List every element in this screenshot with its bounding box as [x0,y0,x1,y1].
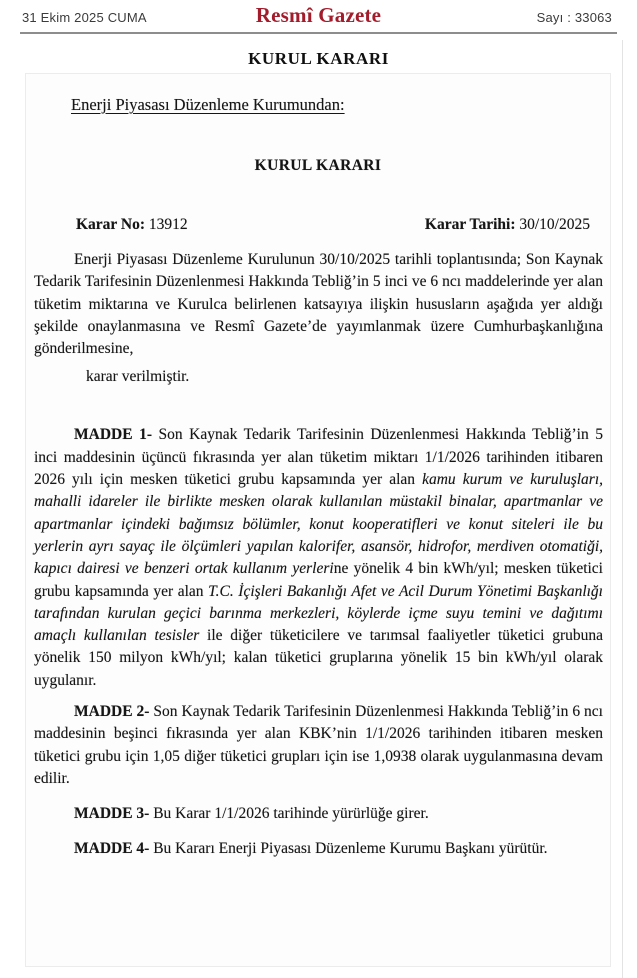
article-1-label: MADDE 1- [74,426,152,444]
decision-date-label: Karar Tarihi: [424,216,516,233]
article-madde-1 [34,424,603,692]
intro-paragraph: Enerji Piyasası Düzenleme Kurulunun 30/10/2025 tarihli toplantısında; Son Kaynak Tedarik Tarifesinin Düzenlenmesi Hakkında Tebliğ’in 5 inci ve 6 ncı maddelerinde yer alan tüketim miktarına ve Kurulca belirlenen katsayıya ilişkin hususların aşağıda yer aldığı şekilde onaylanmasına ve Resmî Gazete’de yayımlanmak üzere Cumhurbaşkanlığına gönderilmesine, [34,251,603,358]
decision-line: karar verilmiştir. [86,368,190,386]
gazette-header [0,0,637,33]
issuing-authority: Enerji Piyasası Düzenleme Kurumundan: [71,95,345,114]
decision-title: KURUL KARARI [254,157,382,174]
article-text-segment-italic: T.C. İçişleri Bakanlığı Afet ve Acil Durum Yönetimi Başkanlığı tarafından kurulan geçici barınma merkezleri, köylerde içme suyu temini ve dağıtımı amaçlı kullanılan tesisler [34,582,603,645]
article-madde-3 [34,803,603,825]
page-right-edge [622,40,623,978]
article-text-segment: ne yönelik 4 bin kWh/yıl; mesken tüketici grubu kapsamında yer alan [34,560,603,600]
section-title: KURUL KARARI [248,49,389,68]
article-text-segment: Bu Karar 1/1/2026 tarihinde yürürlüğe girer. [149,805,429,823]
decision-date [425,216,590,234]
gazette-issue-number: Sayı : 33063 [536,10,612,25]
header-divider [20,32,617,34]
article-text-segment: ile diğer tüketicilere ve tarımsal faaliyetler tüketici grubuna yönelik 150 milyon kWh/yıl; kalan tüketici gruplarına yönelik 15 bin kWh/yıl olarak uygulanır. [34,627,603,689]
article-text-segment: Son Kaynak Tedarik Tarifesinin Düzenlenmesi Hakkında Tebliğ’in 6 ncı maddesinin beşinci fıkrasında yer alan KBK’nin 1/1/2026 tarihinden itibaren mesken tüketici grubu için 1,05 diğer tüketici grupları için ise 1,0938 olarak uygulanmasına devam edilir. [34,703,603,787]
article-4-label: MADDE 4- [74,839,150,857]
scanned-decision-page [25,73,611,967]
article-text-segment: Bu Kararı Enerji Piyasası Düzenleme Kurumu Başkanı yürütür. [149,839,548,857]
gazette-title: Resmî Gazete [255,3,382,27]
decision-number-label: Karar No: [76,216,146,233]
article-text-segment: Son Kaynak Tedarik Tarifesinin Düzenlenmesi Hakkında Tebliğ’in 5 inci maddesinin üçüncü fıkrasında yer alan tüketim miktarı 1/1/2026 tarihinden itibaren 2026 yılı için mesken tüketici grubu kapsamında yer alan [34,426,603,489]
decision-date-value: 30/10/2025 [519,216,590,233]
decision-number [76,216,188,234]
article-2-label: MADDE 2- [74,703,150,721]
decision-meta-row [26,216,610,234]
gazette-date: 31 Ekim 2025 CUMA [22,10,147,25]
article-3-label: MADDE 3- [74,805,150,823]
article-madde-2 [34,701,603,790]
article-text-segment-italic: kamu kurum ve kuruluşları, mahalli idareler ile birlikte mesken olarak kullanılan müstakil binalar, apartmanlar ve apartmanlar içindeki bağımsız bölümler, konut kooperatifleri ve konut siteleri ile bu yerlerin ayrı sayaç ile ölçümleri yapılan kalorifer, asansör, hidrofor, merdiven otomatiği, kapıcı dairesi ve benzeri ortak kullanım yerleri [34,471,604,578]
decision-number-value: 13912 [148,216,188,233]
article-madde-4 [34,838,603,860]
